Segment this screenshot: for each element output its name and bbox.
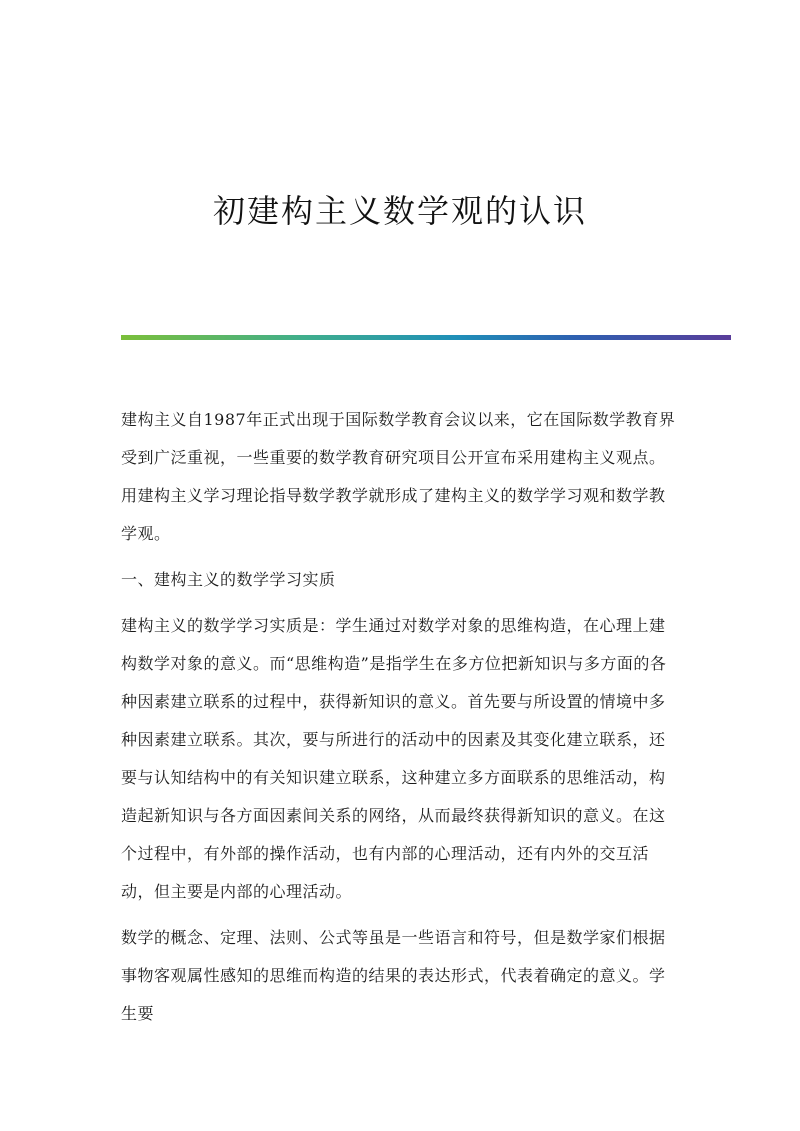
document-body — [121, 401, 681, 1041]
paragraph-intro: 建构主义自1987年正式出现于国际数学教育会议以来，它在国际数学教育界受到广泛重视，一些重要的数学教育研究项目公开宣布采用建构主义观点。用建构主义学习理论指导数学教学就形成了建构主义的数学学习观和数学教学观。 — [121, 410, 676, 543]
paragraph-math-concepts: 数学的概念、定理、法则、公式等虽是一些语言和符号，但是数学家们根据事物客观属性感知的思维而构造的结果的表达形式，代表着确定的意义。学生要 — [121, 928, 666, 1023]
paragraph-learning-essence: 建构主义的数学学习实质是：学生通过对数学对象的思维构造，在心理上建构数学对象的意义。而“思维构造”是指学生在多方位把新知识与多方面的各种因素建立联系的过程中，获得新知识的意义。首先要与所设置的情境中多种因素建立联系。其次，要与所进行的活动中的因素及其变化建立联系，还要与认知结构中的有关知识建立联系，这种建立多方面联系的思维活动，构造起新知识与各方面因素间关系的网络，从而最终获得新知识的意义。在这个过程中，有外部的操作活动，也有内部的心理活动，还有内外的交互活动，但主要是内部的心理活动。 — [121, 616, 667, 901]
document-title: 初建构主义数学观的认识 — [212, 192, 587, 230]
section-heading: 一、建构主义的数学学习实质 — [121, 570, 336, 589]
title-divider — [121, 335, 731, 340]
